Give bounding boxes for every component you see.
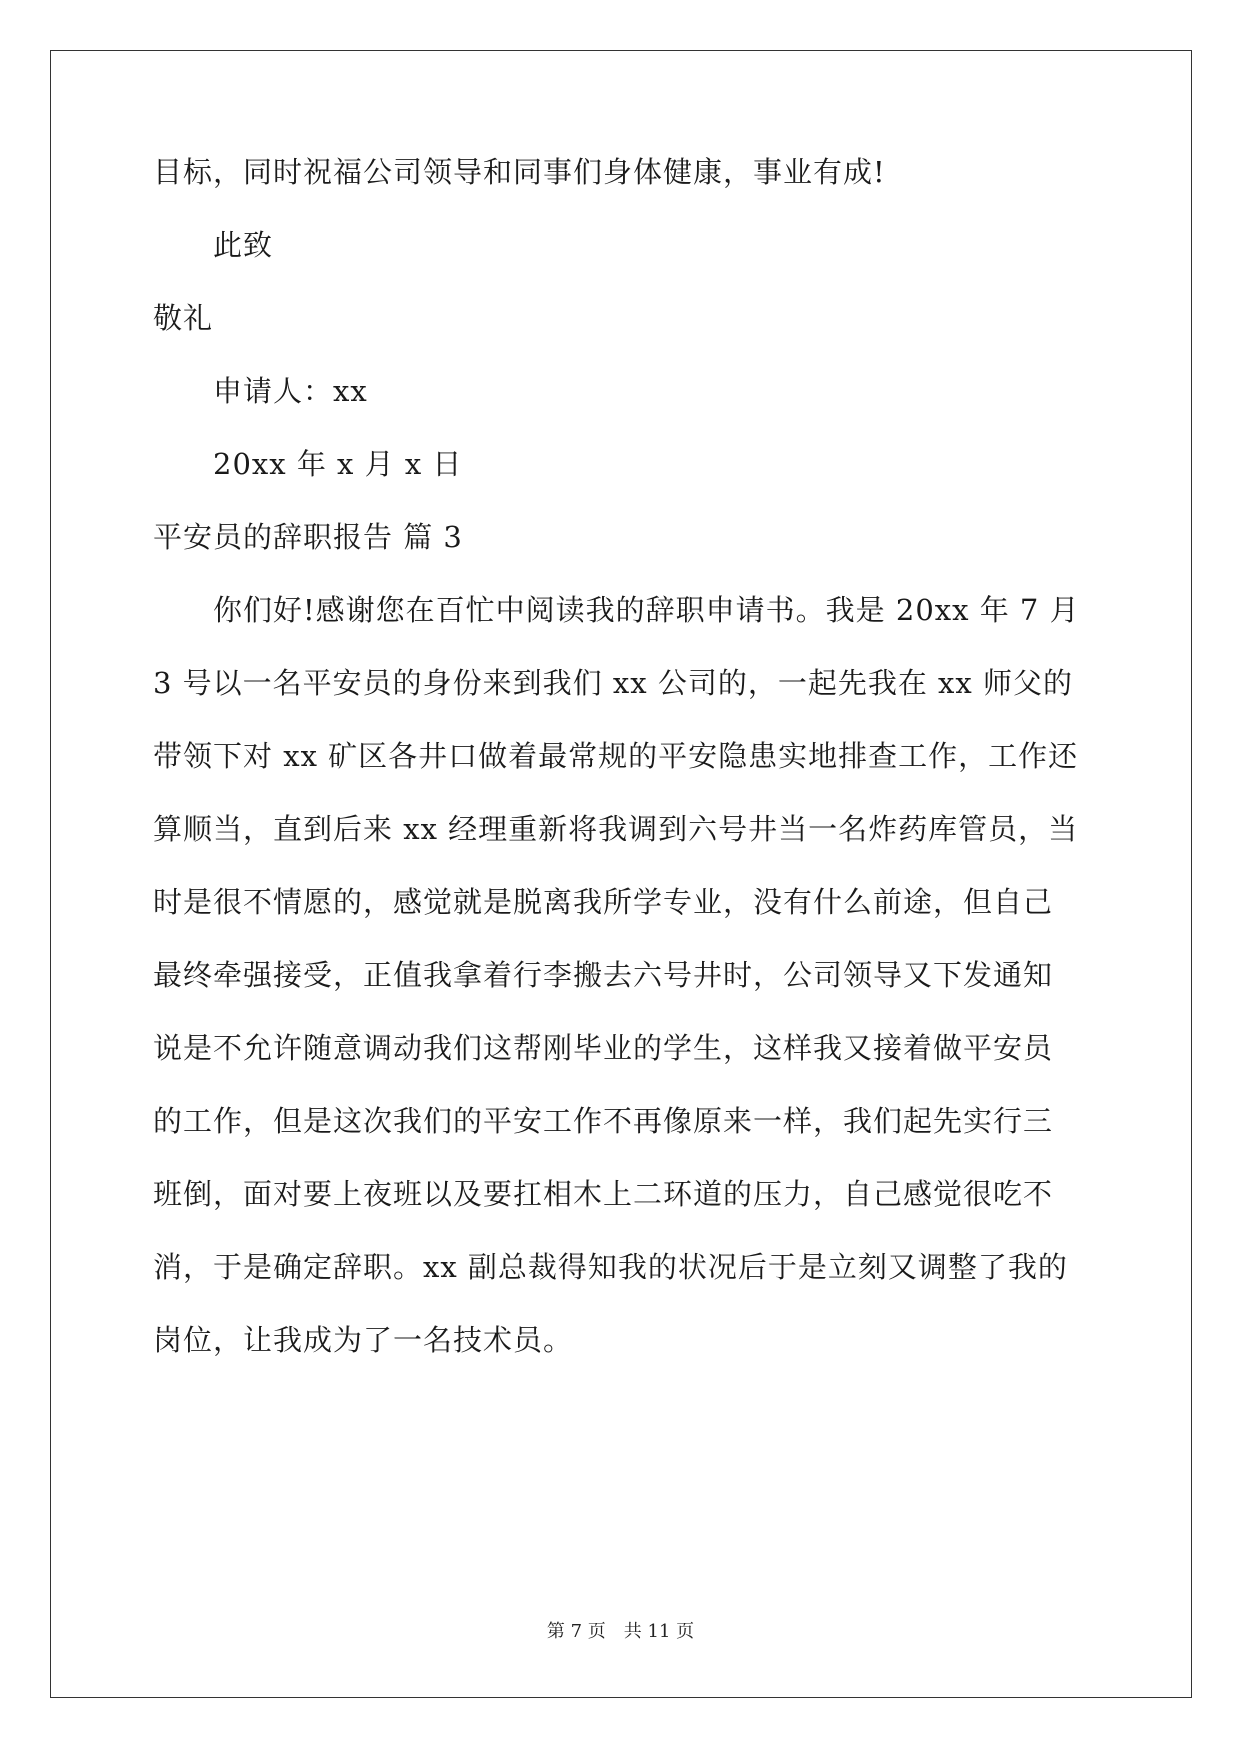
salutation-cizhi: 此致 [213,228,274,262]
date-line: 20xx 年 x 月 x 日 [213,447,463,481]
section-title: 平安员的辞职报告 篇 3 [153,520,463,554]
salutation-jingli: 敬礼 [153,301,214,335]
body-line: 班倒，面对要上夜班以及要扛相木上二环道的压力，自己感觉很吃不 [153,1177,1054,1211]
body-line: 的工作，但是这次我们的平安工作不再像原来一样，我们起先实行三 [153,1104,1054,1138]
body-line: 岗位，让我成为了一名技术员。 [153,1323,574,1357]
body-line: 说是不允许随意调动我们这帮刚毕业的学生，这样我又接着做平安员 [153,1031,1054,1065]
body-line: 算顺当，直到后来 xx 经理重新将我调到六号井当一名炸药库管员，当 [153,812,1079,846]
body-line: 消，于是确定辞职。xx 副总裁得知我的状况后于是立刻又调整了我的 [153,1250,1068,1284]
body-line: 3 号以一名平安员的身份来到我们 xx 公司的，一起先我在 xx 师父的 [153,666,1073,700]
body-line: 带领下对 xx 矿区各井口做着最常规的平安隐患实地排查工作，工作还 [153,739,1079,773]
body-line: 你们好!感谢您在百忙中阅读我的辞职申请书。我是 20xx 年 7 月 [213,593,1080,627]
applicant-line: 申请人：xx [213,374,368,408]
page-border [50,50,1192,1698]
closing-line-1: 目标，同时祝福公司领导和同事们身体健康，事业有成! [153,155,886,189]
body-line: 最终牵强接受，正值我拿着行李搬去六号井时，公司领导又下发通知 [153,958,1054,992]
page-number: 第 7 页 共 11 页 [546,1621,695,1642]
body-line: 时是很不情愿的，感觉就是脱离我所学专业，没有什么前途，但自己 [153,885,1054,919]
